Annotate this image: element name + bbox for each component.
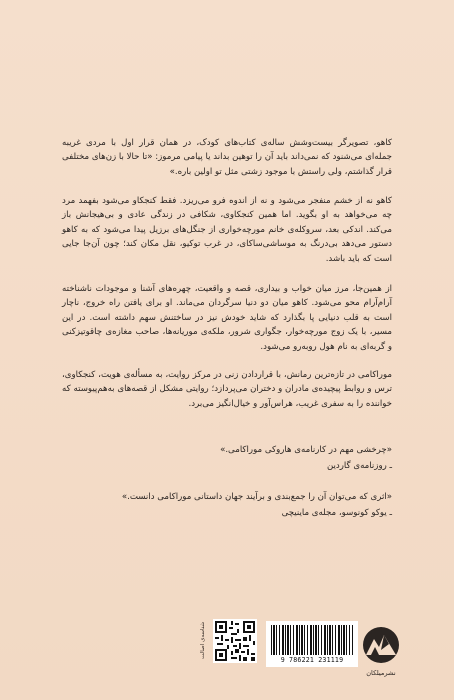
blurb-paragraph-1: کاهو، تصویرگر بیست‌وشش ساله‌ی کتاب‌های کودک، در همان قرار اول با مردی غریبه جمله‌ای می‌شنود که نمی‌داند باید آن را توهین بداند یا پیامی مرموز: «تا حالا با زن‌های مختلفی قرار گذاشتم، ولی راستش با موجود زشتی مثل تو اولین باره.» [62, 138, 392, 177]
quote-text: «چرخشی مهم در کارنامه‌ی هاروکی موراکامی.» [220, 445, 392, 455]
qr-caption: شناسه‌ی اصالت [200, 622, 206, 660]
review-quote-1 [62, 443, 392, 474]
blurb-paragraph-2: کاهو نه از خشم منفجر می‌شود و نه از اندوه فرو می‌ریزد. فقط کنجکاو می‌شود بفهمد مرد چه می‌خواهد به او بگوید. اما همین کنجکاوی، شکافی در زندگی عادی و بی‌هیجانش باز می‌کند. اندکی بعد، سروکله‌ی خانم مورچه‌خواری از جنگل‌های برزیل پیدا می‌شود که به کاهو دستور می‌دهد بی‌درنگ به موساشی‌ساکای، در غرب توکیو، نقل مکان کند؛ چون آن‌جا جایی است که باید باشد. [62, 196, 392, 264]
barcode-bars [271, 625, 353, 655]
qr-code-icon [213, 619, 257, 663]
blurb-paragraph-3: از همین‌جا، مرز میان خواب و بیداری، قصه و واقعیت، چهره‌های آشنا و موجودات ناشناخته آرام‌آرام محو می‌شود. کاهو میان دو دنیا سرگردان می‌ماند. او برای یافتن راه خروج، ناچار است به قلب دنیایی پا بگذارد که شاید خودش نیز در ساختنش سهم داشته است. در این مسیر، با یک زوج مورچه‌خوار، جگواری شرور، ملکه‌ی موریانه‌ها، صاحب مغازه‌ی چاقوتیزکنی و گربه‌ای به نام هول روبه‌رو می‌شود. [62, 284, 392, 352]
quote-text: «اثری که می‌توان آن را جمع‌بندی و برآیند جهان داستانی موراکامی دانست.» [121, 492, 392, 502]
publisher-name: نشرمیلکان [366, 669, 396, 677]
mountains-circle-icon [362, 622, 400, 668]
review-quote-2 [62, 490, 392, 521]
barcode-number: 9 786221 231119 [280, 656, 344, 664]
quote-source: ـ یوکو کونوسو، مجله‌ی ماینیچی [281, 508, 392, 519]
blurb-paragraph-4: موراکامی در تازه‌ترین رمانش، با قراردادن زنی در مرکز روایت، به مسأله‌ی هویت، کنجکاوی، ترس و روابط پیچیده‌ی مادران و دختران می‌پردازد؛ روایتی مشکل از قصه‌های به‌هم‌پیوسته که خواننده را به سفری غریب، هراس‌آور و خیال‌انگیز می‌برد. [62, 370, 392, 409]
isbn-barcode [266, 621, 358, 667]
qr-code [213, 619, 257, 663]
quote-source: ـ روزنامه‌ی گاردین [327, 461, 392, 472]
